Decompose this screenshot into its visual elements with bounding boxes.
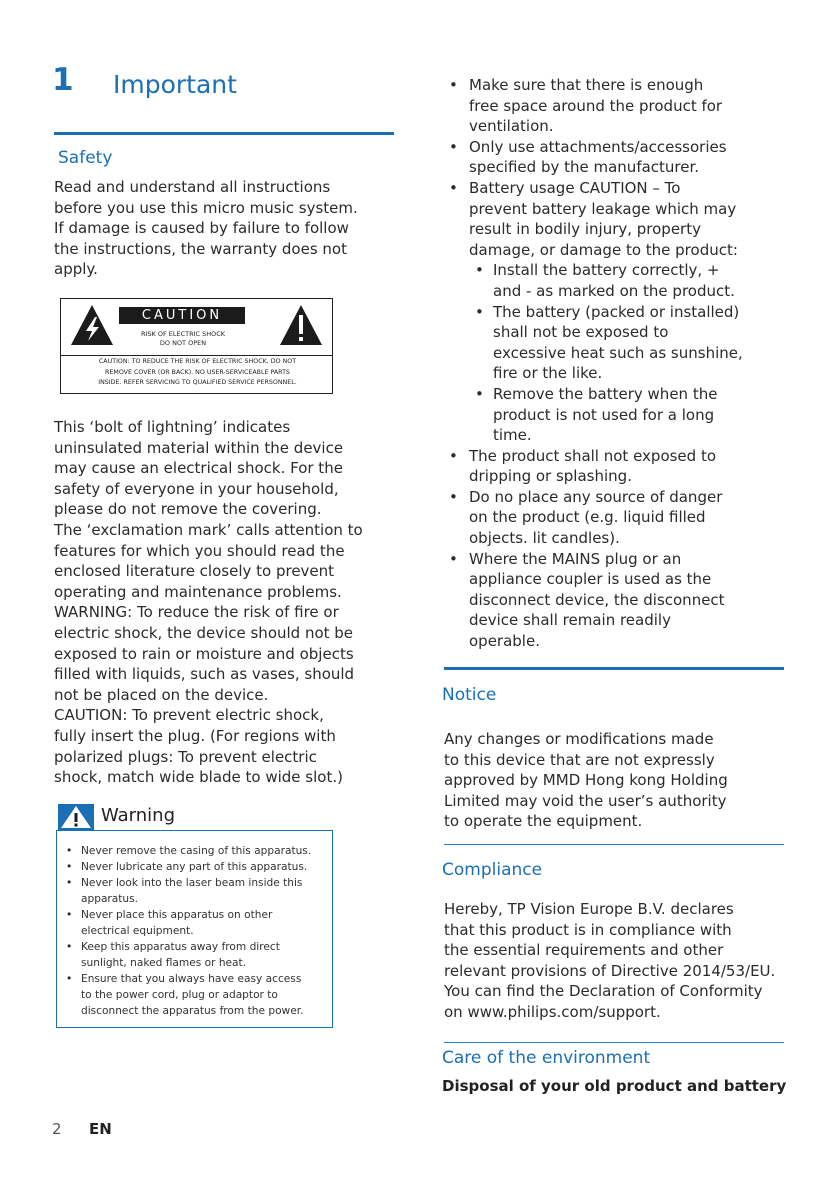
list-item: • Battery usage CAUTION – To prevent battery leakage which may result in bodily injury, property damage, or damage to the product: • Install the battery correctly, + and - as marked on the product. • The battery (packed or installed) shall not be exposed to excessive heat such as sunshine, fire or the like. • Remove the battery when the product is not used for a long time. — [444, 178, 743, 446]
page-number: 2 — [52, 1120, 62, 1138]
list-item: • Where the MAINS plug or an appliance coupler is used as the disconnect device, the disconnect device shall remain readily operable. — [444, 549, 743, 652]
environment-rule — [444, 1042, 784, 1043]
list-item: • Never place this apparatus on other electrical equipment. — [57, 907, 332, 939]
list-item: • Keep this apparatus away from direct sunlight, naked flames or heat. — [57, 939, 332, 971]
list-item: • Only use attachments/accessories specified by the manufacturer. — [444, 137, 743, 178]
warning-title: Warning — [101, 805, 176, 826]
list-item: • Do no place any source of danger on the product (e.g. liquid filled objects. lit candles). — [444, 487, 743, 549]
caution-title: CAUTION — [119, 307, 245, 324]
compliance-rule — [444, 844, 784, 845]
list-item: • The battery (packed or installed) shall not be exposed to excessive heat such as sunshine, fire or the like. — [469, 302, 743, 384]
compliance-body: Hereby, TP Vision Europe B.V. declares that this product is in compliance with the essential requirements and other relevant provisions of Directive 2014/53/EU. You can find the Declaration of Conformity on www.philips.com/support. — [444, 900, 776, 1021]
chapter-number: 1 — [52, 62, 74, 98]
notice-body: Any changes or modifications made to this device that are not expressly approved by MMD Hong kong Holding Limited may void the user’s authority to operate the equipment. — [444, 730, 728, 831]
battery-sub-list — [469, 260, 743, 445]
safety-heading: Safety — [58, 148, 113, 168]
safety-body: This ‘bolt of lightning’ indicates uninsulated material within the device may cause an electrical shock. For the safety of everyone in your household, please do not remove the covering. The ‘exclamation mark’ calls attention to features for which you should read the enclosed literature closely to prevent operating and maintenance problems. WARNING: To reduce the risk of fire or electric shock, the device should not be exposed to rain or moisture and objects filled with liquids, such as vases, should not be placed on the device. CAUTION: To prevent electric shock, fully insert the plug. (For regions with polarized plugs: To prevent electric shock, match wide blade to wide slot.) — [54, 418, 363, 787]
warning-icon — [58, 804, 94, 830]
caution-footer: CAUTION: TO REDUCE THE RISK OF ELECTRIC SHOCK, DO NOT REMOVE COVER (OR BACK). NO USER-SERVICEABLE PARTS INSIDE. REFER SERVICING TO QUALIFIED SERVICE PERSONNEL. — [98, 358, 297, 386]
exclamation-warning-icon — [278, 303, 324, 347]
compliance-heading: Compliance — [442, 860, 543, 880]
list-item: • Never remove the casing of this apparatus. — [57, 843, 332, 859]
list-item: • Never look into the laser beam inside this apparatus. — [57, 875, 332, 907]
list-item: • Install the battery correctly, + and - as marked on the product. — [469, 260, 743, 301]
safety-intro: Read and understand all instructions before you use this micro music system. If damage is caused by failure to follow the instructions, the warranty does not apply. — [54, 178, 358, 279]
list-item: • The product shall not exposed to dripping or splashing. — [444, 446, 743, 487]
electric-shock-warning-icon — [69, 303, 115, 347]
chapter-title: Important — [113, 70, 237, 99]
language-code: EN — [89, 1120, 112, 1138]
caution-label — [60, 298, 333, 394]
environment-heading: Care of the environment — [442, 1048, 651, 1068]
warning-box — [56, 830, 333, 1028]
environment-subheading: Disposal of your old product and battery — [442, 1077, 787, 1095]
safety-bullets-continued — [444, 75, 743, 652]
list-item: • Remove the battery when the product is not used for a long time. — [469, 384, 743, 446]
chapter-rule — [54, 132, 394, 135]
list-item: • Ensure that you always have easy access to the power cord, plug or adaptor to disconnect the apparatus from the power. — [57, 971, 332, 1019]
list-item: • Make sure that there is enough free space around the product for ventilation. — [444, 75, 743, 137]
notice-rule — [444, 667, 784, 670]
notice-heading: Notice — [442, 685, 497, 705]
caution-subtitle: RISK OF ELECTRIC SHOCK DO NOT OPEN — [140, 330, 226, 347]
warning-list — [57, 843, 332, 1019]
list-item: • Never lubricate any part of this apparatus. — [57, 859, 332, 875]
